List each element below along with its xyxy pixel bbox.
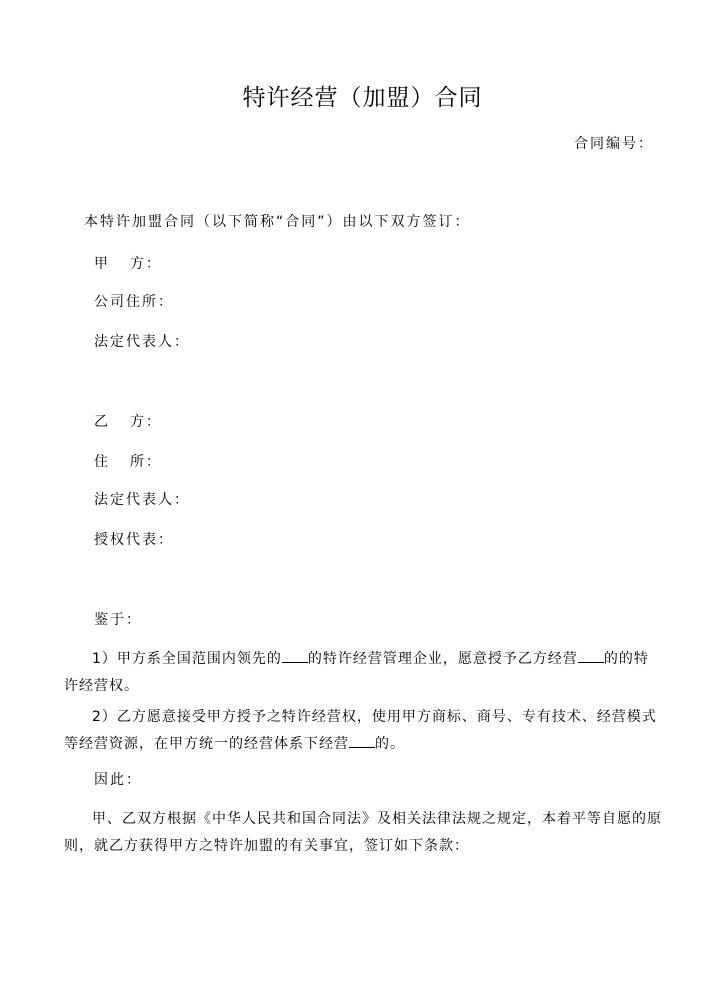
clause-1-part2: 的特许经营管理企业，愿意授予乙方经营 [307,651,578,667]
party-a-char1: 甲 [94,256,110,272]
intro-line: 本特许加盟合同（以下简称“合同”）由以下双方签订： [84,214,471,230]
clause-1-part3: 的的特许经营权。 [64,651,649,694]
party-a-char2: 方： [130,256,162,272]
party-b-address-label [94,452,162,472]
party-b-authorized-rep-label: 授权代表： [94,532,174,548]
clause-1-part1: 1）甲方系全国范围内领先的 [92,651,282,667]
clause-1-blank-2 [578,647,604,663]
clause-1 [64,646,662,700]
final-paragraph: 甲、乙双方根据《中华人民共和国合同法》及相关法律法规之规定，本着平等自愿的原则，就乙方获得甲方之特许加盟的有关事宜，签订如下条款： [64,811,662,854]
party-a-legal-rep-label: 法定代表人： [94,334,190,350]
therefore-label: 因此： [94,772,142,788]
clause-2-part1: 2）乙方愿意接受甲方授予之特许经营权，使用甲方商标、商号、专有技术、经营模式等经营资源，在甲方统一的经营体系下经营 [64,709,657,752]
party-b-legal-rep-label: 法定代表人： [94,492,190,508]
party-b-char1: 乙 [94,414,110,430]
whereas-label: 鉴于： [94,612,142,628]
clause-2-blank [349,732,375,748]
party-a-label [94,254,162,274]
clause-2 [64,704,662,758]
party-b-label [94,412,162,432]
party-a-address-label: 公司住所： [94,294,174,310]
party-b-address-char2: 所： [130,454,162,470]
document-title: 特许经营（加盟）合同 [242,85,483,111]
clause-2-part2: 的。 [375,736,405,752]
clause-1-blank-1 [282,647,308,663]
party-b-char2: 方： [130,414,162,430]
contract-number-label: 合同编号： [574,136,654,152]
party-b-address-char1: 住 [94,454,110,470]
